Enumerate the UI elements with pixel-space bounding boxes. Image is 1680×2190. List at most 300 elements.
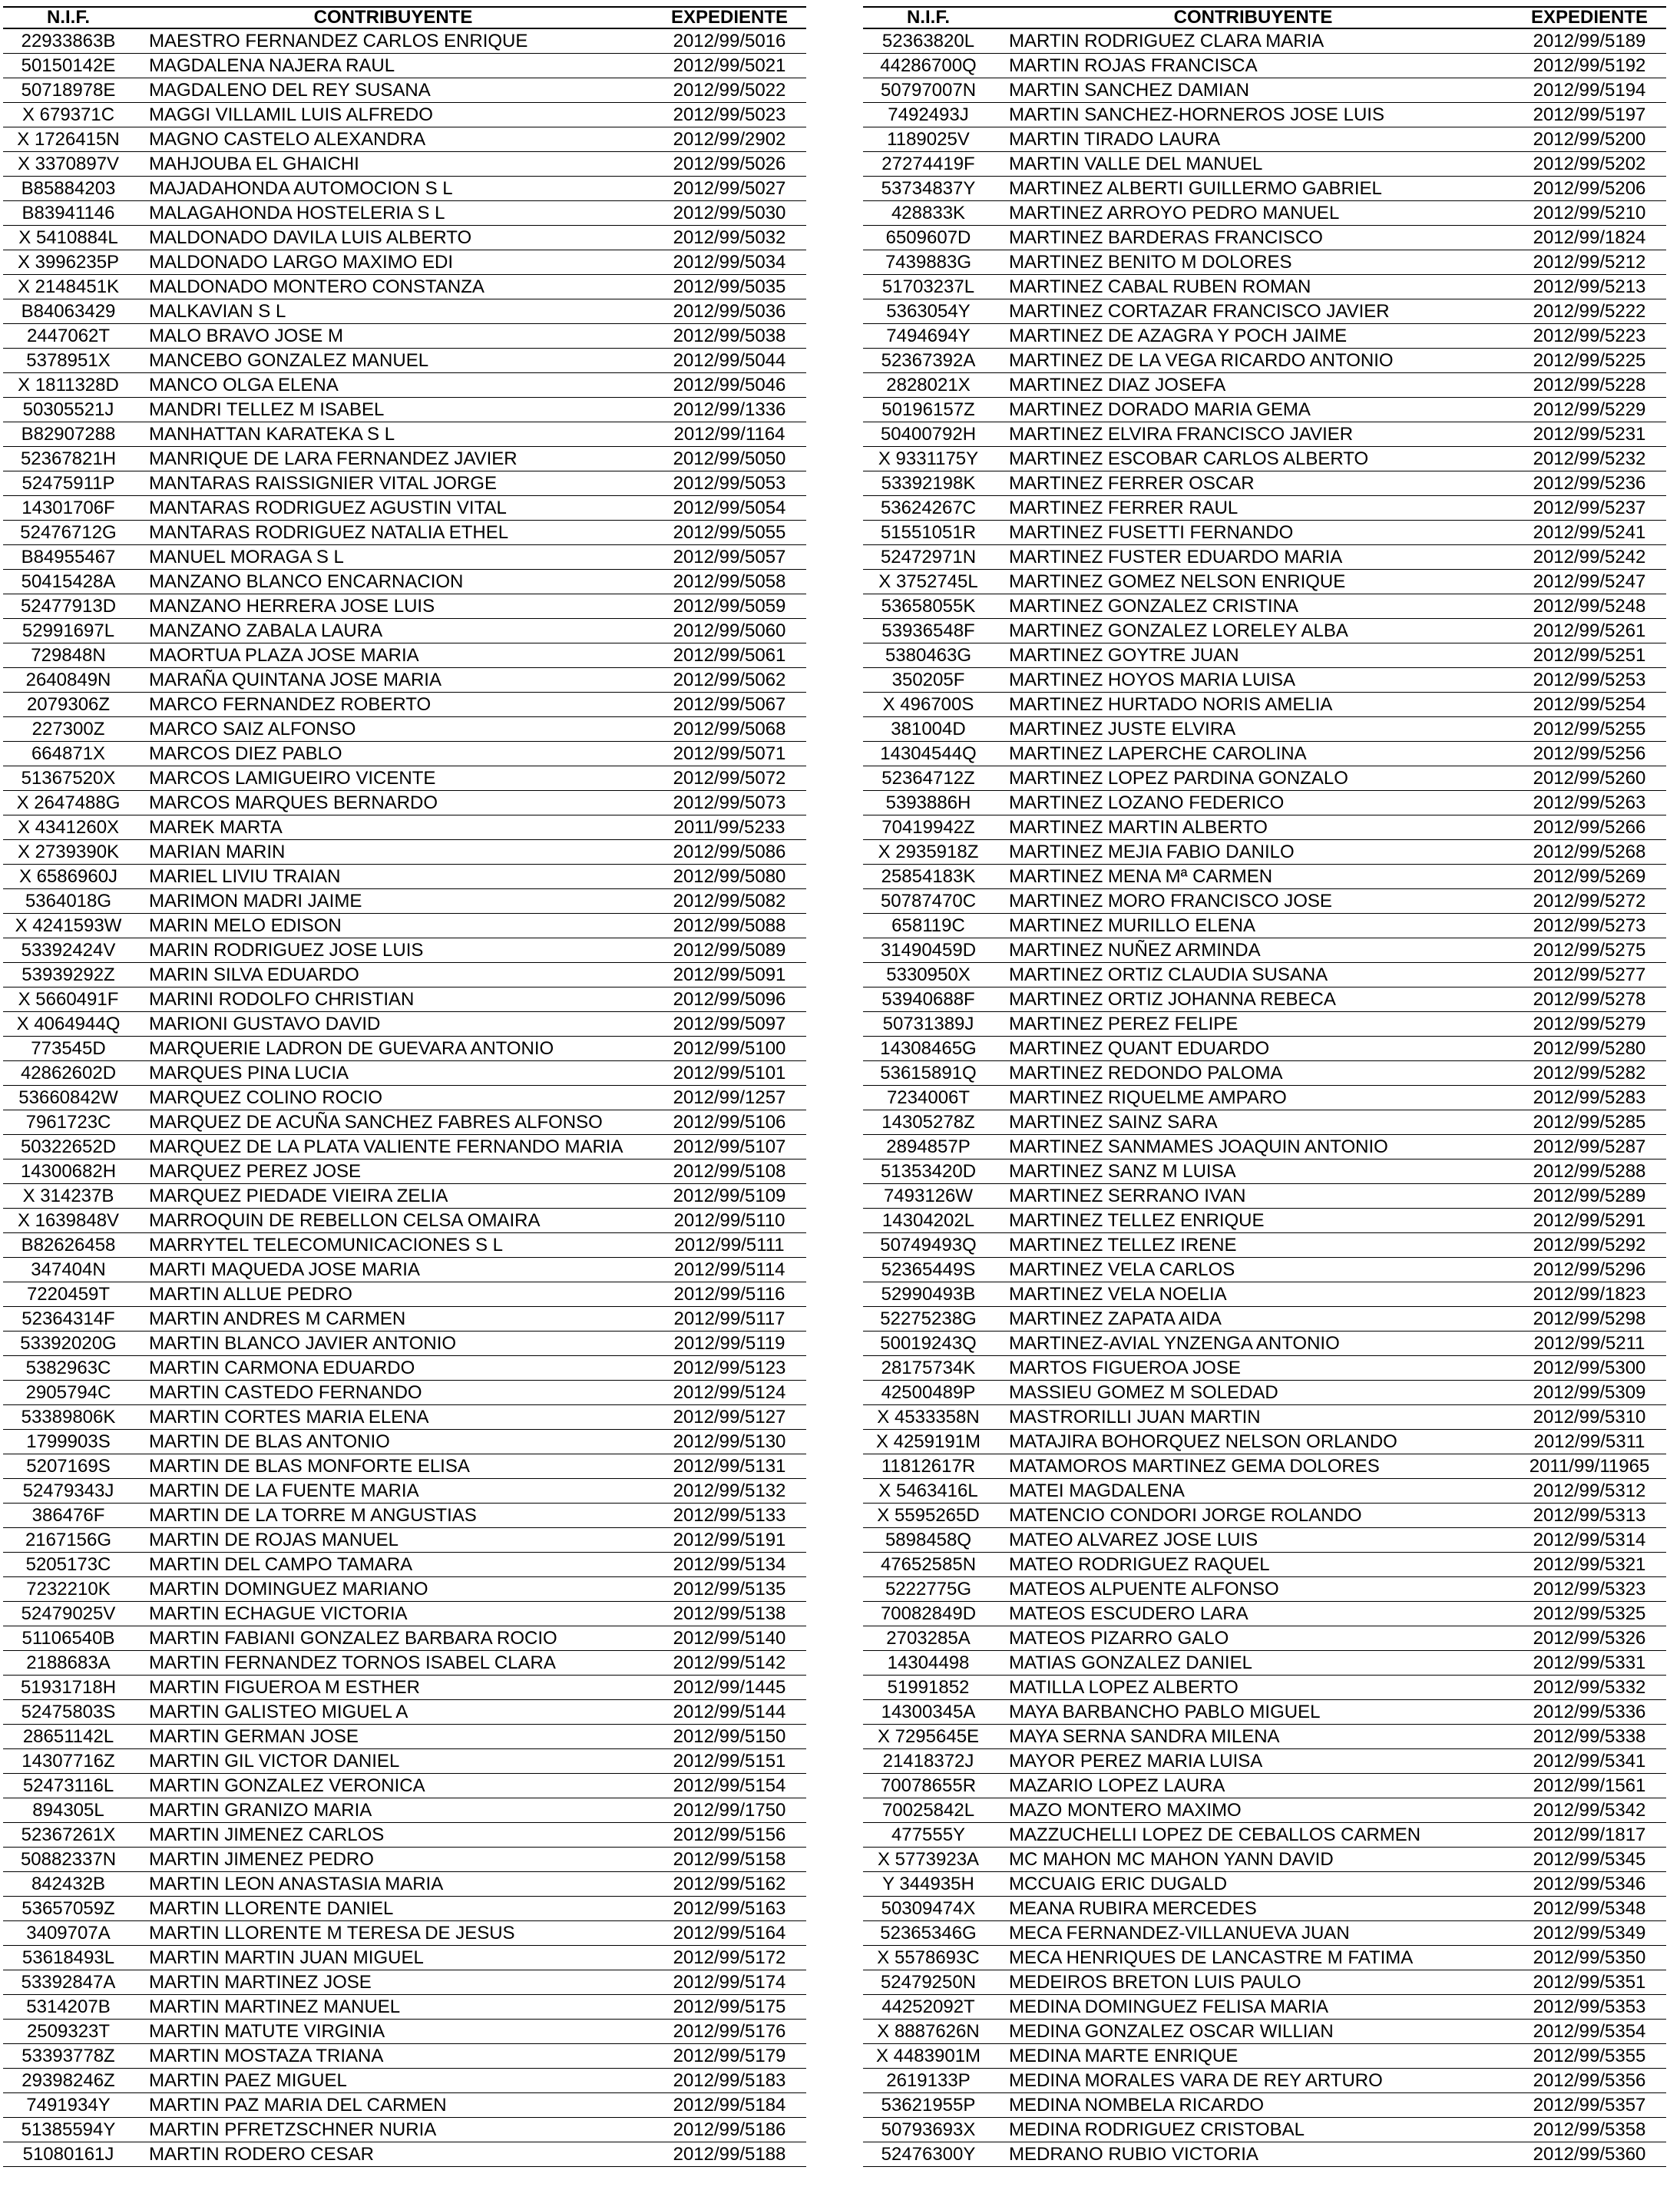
contribuyente-cell: MCCUAIG ERIC DUGALD xyxy=(1009,1873,1228,1894)
nif-cell: 5898458Q xyxy=(885,1529,972,1550)
expediente-cell: 2012/99/5311 xyxy=(1533,1431,1645,1452)
nif-cell: 51080161J xyxy=(22,2143,114,2165)
contribuyente-cell: MARIAN MARIN xyxy=(149,841,286,862)
contribuyente-cell: MARTINEZ DE AZAGRA Y POCH JAIME xyxy=(1009,325,1348,346)
expediente-cell: 2012/99/5212 xyxy=(1533,251,1646,273)
nif-cell: 477555Y xyxy=(891,1824,966,1845)
contribuyente-cell: MATEO ALVAREZ JOSE LUIS xyxy=(1009,1529,1258,1550)
contribuyente-cell: MARTINEZ VELA CARLOS xyxy=(1009,1259,1235,1280)
nif-cell: X 4483901M xyxy=(875,2045,981,2066)
contribuyente-cell: MARRYTEL TELECOMUNICACIONES S L xyxy=(149,1234,503,1255)
expediente-cell: 2012/99/5032 xyxy=(673,227,786,248)
table-row xyxy=(863,1405,1666,1430)
contribuyente-cell: MEDINA GONZALEZ OSCAR WILLIAN xyxy=(1009,2020,1334,2042)
contribuyente-cell: MAYOR PEREZ MARIA LUISA xyxy=(1009,1750,1263,1772)
table-row xyxy=(3,693,806,717)
contribuyente-cell: MAZARIO LOPEZ LAURA xyxy=(1009,1775,1225,1796)
table-row xyxy=(3,766,806,791)
contribuyente-cell: MARTINEZ GOMEZ NELSON ENRIQUE xyxy=(1009,571,1346,592)
expediente-cell: 2012/99/5059 xyxy=(673,595,786,617)
table-row xyxy=(863,1651,1666,1676)
expediente-cell: 2012/99/5131 xyxy=(673,1455,786,1477)
contribuyente-cell: MARIEL LIVIU TRAIAN xyxy=(149,865,341,887)
nif-cell: B84955467 xyxy=(21,546,116,567)
table-row xyxy=(863,987,1666,1012)
contribuyente-cell: MARTIN JIMENEZ PEDRO xyxy=(149,1848,374,1870)
table-row xyxy=(863,1160,1666,1184)
nif-cell: 50731389J xyxy=(882,1013,974,1034)
nif-cell: 2828021X xyxy=(886,374,971,395)
table-row xyxy=(3,1282,806,1307)
contribuyente-cell: MANCO OLGA ELENA xyxy=(149,374,339,395)
expediente-cell: 2012/99/5106 xyxy=(673,1111,786,1133)
table-row xyxy=(3,1258,806,1282)
expediente-cell: 2012/99/5110 xyxy=(673,1209,785,1231)
nif-cell: 5330950X xyxy=(886,964,971,985)
nif-cell: 2447062T xyxy=(26,325,111,346)
contribuyente-cell: MAGNO CASTELO ALEXANDRA xyxy=(149,128,426,150)
expediente-cell: 2012/99/5162 xyxy=(673,1873,786,1894)
nif-cell: 50150142E xyxy=(21,55,116,76)
contribuyente-cell: MARTINEZ HOYOS MARIA LUISA xyxy=(1009,669,1295,690)
nif-cell: 5393886H xyxy=(885,792,971,813)
nif-cell: X 314237B xyxy=(22,1185,114,1206)
nif-cell: 5222775G xyxy=(885,1578,972,1599)
expediente-cell: 2012/99/5355 xyxy=(1533,2045,1646,2066)
expediente-cell: 2012/99/5117 xyxy=(673,1308,785,1329)
expediente-cell: 2012/99/5156 xyxy=(673,1824,786,1845)
nif-cell: 21418372J xyxy=(882,1750,974,1772)
left-table xyxy=(3,6,806,2167)
contribuyente-cell: MAYA SERNA SANDRA MILENA xyxy=(1009,1725,1280,1747)
contribuyente-cell: MARTIN FIGUEROA M ESTHER xyxy=(149,1676,420,1698)
table-row xyxy=(3,398,806,422)
expediente-cell: 2012/99/5255 xyxy=(1533,718,1646,739)
expediente-cell: 2012/99/5114 xyxy=(673,1259,785,1280)
expediente-cell: 2012/99/5154 xyxy=(673,1775,786,1796)
nif-cell: X 5595265D xyxy=(877,1504,980,1526)
table-row xyxy=(863,324,1666,349)
nif-cell: 7961723C xyxy=(25,1111,111,1133)
table-row xyxy=(863,1553,1666,1577)
nif-cell: 50749493Q xyxy=(880,1234,977,1255)
table-row xyxy=(863,471,1666,496)
nif-cell: 7493126W xyxy=(883,1185,974,1206)
nif-cell: 50305521J xyxy=(22,399,114,420)
nif-cell: X 4064944Q xyxy=(16,1013,121,1034)
table-row xyxy=(863,1725,1666,1749)
expediente-cell: 2012/99/5060 xyxy=(673,620,786,641)
contribuyente-cell: MARTIN MATUTE VIRGINIA xyxy=(149,2020,385,2042)
nif-cell: 52475911P xyxy=(21,472,115,494)
table-row xyxy=(863,422,1666,447)
table-row xyxy=(3,938,806,963)
expediente-cell: 2012/99/5142 xyxy=(673,1652,786,1673)
contribuyente-cell: MARTINEZ FUSTER EDUARDO MARIA xyxy=(1009,546,1343,567)
table-row xyxy=(863,398,1666,422)
nif-cell: 52476712G xyxy=(20,521,117,543)
table-row xyxy=(3,1110,806,1135)
table-row xyxy=(863,2044,1666,2069)
contribuyente-cell: MARTIN MARTIN JUAN MIGUEL xyxy=(149,1947,424,1968)
nif-cell: 5378951X xyxy=(26,349,111,371)
nif-cell: 50196157Z xyxy=(881,399,975,420)
expediente-cell: 2012/99/5348 xyxy=(1533,1897,1646,1919)
expediente-cell: 2012/99/5283 xyxy=(1533,1087,1646,1108)
expediente-cell: 2012/99/5172 xyxy=(673,1947,786,1968)
table-row xyxy=(3,717,806,742)
contribuyente-cell: MARTINEZ FERRER RAUL xyxy=(1009,497,1239,518)
nif-cell: 50309474X xyxy=(881,1897,976,1919)
expediente-cell: 2012/99/5030 xyxy=(673,202,786,223)
expediente-cell: 2012/99/5046 xyxy=(673,374,786,395)
nif-cell: X 6586960J xyxy=(18,865,118,887)
contribuyente-cell: MATAJIRA BOHORQUEZ NELSON ORLANDO xyxy=(1009,1431,1397,1452)
table-row xyxy=(3,840,806,865)
expediente-cell: 2012/99/5321 xyxy=(1533,1553,1646,1575)
expediente-cell: 2012/99/5296 xyxy=(1533,1259,1646,1280)
contribuyente-cell: MARTINEZ SANZ M LUISA xyxy=(1009,1160,1236,1182)
expediente-cell: 2012/99/5108 xyxy=(673,1160,786,1182)
expediente-cell: 2012/99/1824 xyxy=(1533,227,1646,248)
table-row xyxy=(3,1479,806,1504)
contribuyente-cell: MEANA RUBIRA MERCEDES xyxy=(1009,1897,1257,1919)
table-row xyxy=(3,1012,806,1037)
nif-cell: X 4241593W xyxy=(15,915,122,936)
contribuyente-cell: MARTINEZ BARDERAS FRANCISCO xyxy=(1009,227,1323,248)
nif-cell: 14305278Z xyxy=(881,1111,975,1133)
nif-cell: X 4259191M xyxy=(875,1431,981,1452)
expediente-cell: 2012/99/5091 xyxy=(673,964,786,985)
table-row xyxy=(3,1651,806,1676)
nif-cell: 42862602D xyxy=(20,1062,117,1083)
nif-cell: 2619133P xyxy=(886,2069,971,2091)
expediente-cell: 2012/99/5273 xyxy=(1533,915,1646,936)
expediente-cell: 2012/99/5061 xyxy=(673,644,786,666)
contribuyente-cell: MATENCIO CONDORI JORGE ROLANDO xyxy=(1009,1504,1362,1526)
expediente-cell: 2012/99/5237 xyxy=(1533,497,1646,518)
expediente-cell: 2012/99/5210 xyxy=(1533,202,1646,223)
contribuyente-cell: MARTIN DE BLAS ANTONIO xyxy=(149,1431,390,1452)
table-row xyxy=(863,78,1666,103)
expediente-cell: 2012/99/5357 xyxy=(1533,2094,1646,2116)
nif-cell: 1189025V xyxy=(887,128,970,150)
expediente-cell: 2012/99/5055 xyxy=(673,521,786,543)
nif-cell: 7220459T xyxy=(26,1283,111,1305)
table-row xyxy=(3,2069,806,2093)
table-row xyxy=(863,693,1666,717)
expediente-cell: 2012/99/5050 xyxy=(673,448,786,469)
expediente-cell: 2012/99/5158 xyxy=(673,1848,786,1870)
contribuyente-cell: MEDRANO RUBIO VICTORIA xyxy=(1009,2143,1258,2165)
nif-cell: 428833K xyxy=(891,202,966,223)
expediente-cell: 2012/99/5067 xyxy=(673,693,786,715)
nif-cell: 44286700Q xyxy=(880,55,977,76)
expediente-cell: 2012/99/5345 xyxy=(1533,1848,1646,1870)
nif-cell: 7232210K xyxy=(26,1578,111,1599)
table-row xyxy=(3,177,806,201)
expediente-cell: 2012/99/1817 xyxy=(1533,1824,1646,1845)
table-row xyxy=(863,1454,1666,1479)
table-row xyxy=(3,1676,806,1700)
nif-cell: 11812617R xyxy=(881,1455,976,1477)
table-row xyxy=(863,1774,1666,1798)
nif-cell: 52479250N xyxy=(880,1971,977,1993)
table-row xyxy=(3,594,806,619)
expediente-cell: 2012/99/5236 xyxy=(1533,472,1646,494)
expediente-cell: 2012/99/5292 xyxy=(1533,1234,1646,1255)
nif-cell: 50793693X xyxy=(881,2119,976,2140)
contribuyente-cell: MANTARAS RODRIGUEZ AGUSTIN VITAL xyxy=(149,497,507,518)
table-row xyxy=(3,1160,806,1184)
nif-cell: 70082849D xyxy=(880,1603,977,1624)
expediente-cell: 2012/99/5263 xyxy=(1533,792,1646,813)
contribuyente-cell: MARINI RODOLFO CHRISTIAN xyxy=(149,988,415,1010)
contribuyente-cell: MARTIN DE BLAS MONFORTE ELISA xyxy=(149,1455,470,1477)
table-row xyxy=(863,1700,1666,1725)
nif-cell: 842432B xyxy=(31,1873,106,1894)
expediente-cell: 2012/99/5288 xyxy=(1533,1160,1646,1182)
table-row xyxy=(863,1209,1666,1233)
contribuyente-cell: MALDONADO DAVILA LUIS ALBERTO xyxy=(149,227,472,248)
expediente-cell: 2012/99/5179 xyxy=(673,2045,786,2066)
table-row xyxy=(863,1872,1666,1897)
nif-cell: 51385594Y xyxy=(21,2119,116,2140)
nif-cell: 14304498 xyxy=(887,1652,970,1673)
expediente-cell: 2012/99/5298 xyxy=(1533,1308,1646,1329)
contribuyente-cell: MARTINEZ TELLEZ ENRIQUE xyxy=(1009,1209,1265,1231)
contribuyente-cell: MARTINEZ REDONDO PALOMA xyxy=(1009,1062,1283,1083)
nif-cell: 51367520X xyxy=(21,767,116,789)
expediente-cell: 2012/99/5285 xyxy=(1533,1111,1646,1133)
expediente-cell: 2012/99/5038 xyxy=(673,325,786,346)
contribuyente-cell: MASSIEU GOMEZ M SOLEDAD xyxy=(1009,1381,1278,1403)
expediente-cell: 2012/99/5111 xyxy=(674,1234,785,1255)
contribuyente-cell: MARTINEZ ORTIZ CLAUDIA SUSANA xyxy=(1009,964,1328,985)
table-row xyxy=(863,1970,1666,1995)
table-row xyxy=(863,2093,1666,2118)
expediente-cell: 2012/99/5247 xyxy=(1533,571,1646,592)
contribuyente-cell: MARTINEZ QUANT EDUARDO xyxy=(1009,1037,1270,1059)
table-row xyxy=(863,914,1666,938)
nif-cell: 53939292Z xyxy=(21,964,115,985)
expediente-cell: 2012/99/5280 xyxy=(1533,1037,1646,1059)
contribuyente-cell: MARTINEZ RIQUELME AMPARO xyxy=(1009,1087,1287,1108)
expediente-cell: 2012/99/5100 xyxy=(673,1037,786,1059)
expediente-cell: 2012/99/5132 xyxy=(673,1480,786,1501)
table-row xyxy=(863,349,1666,373)
nif-cell: 14308465G xyxy=(880,1037,977,1059)
table-row xyxy=(3,1725,806,1749)
table-row xyxy=(3,2118,806,2142)
table-row xyxy=(863,54,1666,78)
expediente-cell: 2012/99/5356 xyxy=(1533,2069,1646,2091)
nif-cell: 51931718H xyxy=(20,1676,117,1698)
nif-cell: X 8887626N xyxy=(877,2020,980,2042)
table-row xyxy=(3,1798,806,1823)
nif-cell: 2640849N xyxy=(25,669,111,690)
table-row xyxy=(3,1823,806,1848)
expediente-cell: 2012/99/5312 xyxy=(1533,1480,1646,1501)
table-row xyxy=(3,1381,806,1405)
contribuyente-cell: MARTIN MOSTAZA TRIANA xyxy=(149,2045,384,2066)
expediente-cell: 2012/99/5071 xyxy=(673,743,786,764)
table-row xyxy=(863,127,1666,152)
table-row xyxy=(3,1332,806,1356)
expediente-cell: 2012/99/1561 xyxy=(1533,1775,1646,1796)
contribuyente-cell: MANTARAS RODRIGUEZ NATALIA ETHEL xyxy=(149,521,509,543)
nif-cell: 53392020G xyxy=(20,1332,117,1354)
expediente-cell: 2012/99/5325 xyxy=(1533,1603,1646,1624)
table-row xyxy=(863,643,1666,668)
expediente-cell: 2012/99/5266 xyxy=(1533,816,1646,838)
nif-cell: 894305L xyxy=(32,1799,104,1821)
expediente-cell: 2012/99/5044 xyxy=(673,349,786,371)
table-row xyxy=(3,1184,806,1209)
expediente-cell: 2012/99/5331 xyxy=(1533,1652,1646,1673)
table-row xyxy=(3,1872,806,1897)
nif-cell: 53624267C xyxy=(880,497,977,518)
table-row xyxy=(3,791,806,815)
nif-cell: 52365449S xyxy=(881,1259,976,1280)
contribuyente-cell: MARTINEZ NUÑEZ ARMINDA xyxy=(1009,939,1261,961)
nif-cell: X 2935918Z xyxy=(878,841,979,862)
expediente-cell: 2012/99/5189 xyxy=(1533,30,1646,51)
contribuyente-cell: MATEI MAGDALENA xyxy=(1009,1480,1185,1501)
contribuyente-cell: MARTINEZ MARTIN ALBERTO xyxy=(1009,816,1268,838)
nif-cell: 50787470C xyxy=(880,890,977,911)
table-row xyxy=(3,496,806,521)
contribuyente-cell: MARIONI GUSTAVO DAVID xyxy=(149,1013,381,1034)
expediente-cell: 2012/99/5360 xyxy=(1533,2143,1646,2165)
table-row xyxy=(3,2142,806,2167)
nif-cell: 52364712Z xyxy=(881,767,975,789)
table-row xyxy=(3,1356,806,1381)
table-row xyxy=(3,1209,806,1233)
header-contribuyente: CONTRIBUYENTE xyxy=(313,7,473,28)
table-row xyxy=(3,299,806,324)
table-row xyxy=(863,2069,1666,2093)
nif-cell: 52275238G xyxy=(880,1308,977,1329)
contribuyente-cell: MAESTRO FERNANDEZ CARLOS ENRIQUE xyxy=(149,30,528,51)
expediente-cell: 2012/99/5086 xyxy=(673,841,786,862)
table-row xyxy=(3,1700,806,1725)
table-row xyxy=(863,1626,1666,1651)
contribuyente-cell: MANDRI TELLEZ M ISABEL xyxy=(149,399,385,420)
expediente-cell: 2012/99/5254 xyxy=(1533,693,1646,715)
nif-cell: 52367261X xyxy=(21,1824,116,1845)
contribuyente-cell: MAORTUA PLAZA JOSE MARIA xyxy=(149,644,419,666)
contribuyente-cell: MALDONADO LARGO MAXIMO EDI xyxy=(149,251,454,273)
expediente-cell: 2012/99/5054 xyxy=(673,497,786,518)
table-row xyxy=(863,1897,1666,1921)
table-row xyxy=(3,1848,806,1872)
contribuyente-cell: MARTIN ALLUE PEDRO xyxy=(149,1283,352,1305)
nif-cell: 53618493L xyxy=(21,1947,115,1968)
contribuyente-cell: MARTINEZ ARROYO PEDRO MANUEL xyxy=(1009,202,1340,223)
table-row xyxy=(863,226,1666,250)
nif-cell: 3409707A xyxy=(26,1922,111,1944)
nif-cell: 52472971N xyxy=(880,546,977,567)
expediente-cell: 2012/99/5278 xyxy=(1533,988,1646,1010)
nif-cell: 50882337N xyxy=(20,1848,117,1870)
table-row xyxy=(3,324,806,349)
nif-cell: 2894857P xyxy=(886,1136,971,1157)
nif-cell: X 2739390K xyxy=(17,841,120,862)
table-row xyxy=(863,1086,1666,1110)
table-row xyxy=(863,963,1666,987)
nif-cell: 53657059Z xyxy=(21,1897,115,1919)
nif-cell: 658119C xyxy=(891,915,965,936)
table-row xyxy=(863,250,1666,275)
nif-cell: 14300682H xyxy=(20,1160,117,1182)
expediente-cell: 2012/99/5116 xyxy=(673,1283,785,1305)
table-row xyxy=(863,447,1666,471)
contribuyente-cell: MARTINEZ MEJIA FABIO DANILO xyxy=(1009,841,1295,862)
table-row xyxy=(863,1602,1666,1626)
table-row xyxy=(863,1110,1666,1135)
contribuyente-cell: MARTIN BLANCO JAVIER ANTONIO xyxy=(149,1332,457,1354)
nif-cell: X 2647488G xyxy=(16,792,121,813)
table-row xyxy=(3,226,806,250)
table-row xyxy=(3,1061,806,1086)
expediente-cell: 2012/99/5176 xyxy=(673,2020,786,2042)
table-row xyxy=(3,914,806,938)
nif-cell: 22933863B xyxy=(21,30,116,51)
contribuyente-cell: MANHATTAN KARATEKA S L xyxy=(149,423,395,445)
expediente-cell: 2012/99/5192 xyxy=(1533,55,1646,76)
nif-cell: 7494694Y xyxy=(886,325,971,346)
contribuyente-cell: MARTIN FERNANDEZ TORNOS ISABEL CLARA xyxy=(149,1652,556,1673)
table-row xyxy=(3,1504,806,1528)
contribuyente-cell: MARTINEZ DORADO MARIA GEMA xyxy=(1009,399,1311,420)
table-row xyxy=(863,668,1666,693)
expediente-cell: 2012/99/5163 xyxy=(673,1897,786,1919)
contribuyente-cell: MARTIN RODRIGUEZ CLARA MARIA xyxy=(1009,30,1324,51)
table-row xyxy=(3,643,806,668)
nif-cell: 2703285A xyxy=(886,1627,971,1649)
nif-cell: 381004D xyxy=(891,718,966,739)
contribuyente-cell: MANCEBO GONZALEZ MANUEL xyxy=(149,349,429,371)
contribuyente-cell: MARTIN JIMENEZ CARLOS xyxy=(149,1824,385,1845)
nif-cell: 729848N xyxy=(31,644,106,666)
contribuyente-cell: MARTIN DE ROJAS MANUEL xyxy=(149,1529,399,1550)
nif-cell: 7234006T xyxy=(886,1087,971,1108)
table-row xyxy=(863,1012,1666,1037)
contribuyente-cell: MARROQUIN DE REBELLON CELSA OMAIRA xyxy=(149,1209,541,1231)
expediente-cell: 2012/99/5269 xyxy=(1533,865,1646,887)
nif-cell: X 1811328D xyxy=(18,374,119,395)
nif-cell: 29398246Z xyxy=(21,2069,115,2091)
nif-cell: 14307716Z xyxy=(21,1750,115,1772)
table-row xyxy=(3,103,806,127)
contribuyente-cell: MECA HENRIQUES DE LANCASTRE M FATIMA xyxy=(1009,1947,1414,1968)
nif-cell: 53734837Y xyxy=(881,177,976,199)
contribuyente-cell: MARQUERIE LADRON DE GUEVARA ANTONIO xyxy=(149,1037,554,1059)
nif-cell: 5380463G xyxy=(885,644,972,666)
contribuyente-cell: MARTINEZ GONZALEZ LORELEY ALBA xyxy=(1009,620,1348,641)
nif-cell: 51991852 xyxy=(887,1676,970,1698)
expediente-cell: 2012/99/5150 xyxy=(673,1725,786,1747)
contribuyente-cell: MARTI MAQUEDA JOSE MARIA xyxy=(149,1259,420,1280)
table-row xyxy=(863,1381,1666,1405)
nif-cell: X 5578693C xyxy=(877,1947,980,1968)
table-row xyxy=(3,1995,806,2020)
table-row xyxy=(863,1430,1666,1454)
contribuyente-cell: MARTIN LEON ANASTASIA MARIA xyxy=(149,1873,444,1894)
table-row xyxy=(3,1405,806,1430)
nif-cell: 52479343J xyxy=(22,1480,114,1501)
